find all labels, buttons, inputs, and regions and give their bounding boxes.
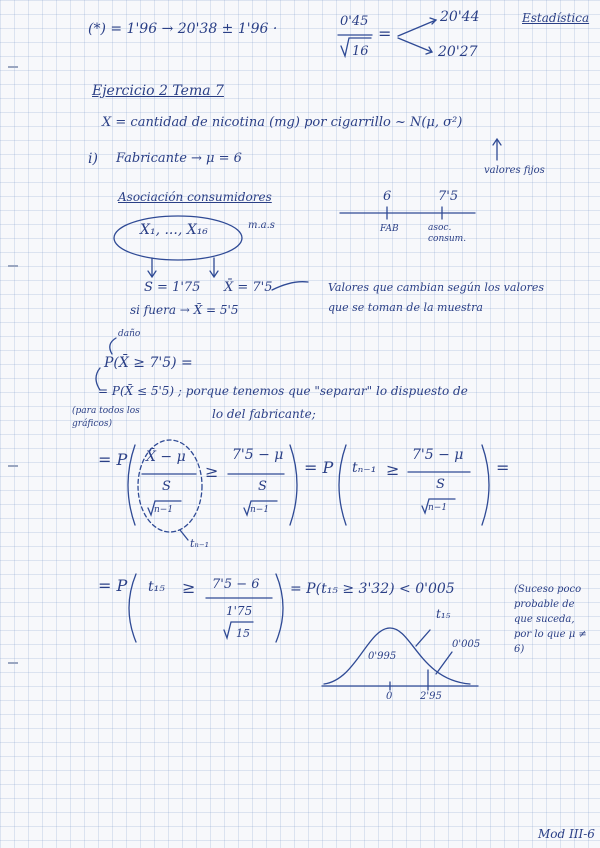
eq1-t: tₙ₋₁ [352, 460, 377, 476]
assoc-if-fabric: si fuera → X̄ = 5'5 [130, 303, 239, 317]
dano-arrow [110, 338, 116, 354]
sketch-axis-zero: 0 [386, 691, 393, 702]
eq1-den1-root: n−1 [154, 505, 174, 515]
eq2-num: 7'5 − 6 [212, 577, 260, 592]
exercise-title: Ejercicio 2 Tema 7 [92, 83, 224, 99]
eq1-den3-root: n−1 [428, 503, 448, 513]
fixed-values-note: valores fijos [484, 165, 545, 176]
maker-mu: Fabricante → μ = 6 [116, 151, 242, 166]
line1-frac-den: 16 [352, 44, 369, 59]
margin-mark [8, 66, 18, 68]
sketch-curve-label: t₁₅ [436, 607, 451, 621]
line1-result-high: 20'44 [440, 9, 480, 25]
line1-prefix: (*) = 1'96 → 20'38 ± 1'96 · [88, 21, 278, 37]
sketch-bell-curve [324, 628, 470, 684]
sketch-center-value: 0'995 [368, 651, 397, 662]
eq1-den1: S [162, 479, 171, 494]
eq1-num1: X̄ − μ [146, 449, 186, 465]
eq1-den3: S [436, 477, 445, 492]
numberline-tick-75: 7'5 [438, 189, 459, 204]
assoc-mas: m.a.s [248, 220, 275, 231]
arrowhead-upper [430, 18, 436, 24]
exercise-definition: X = cantidad de nicotina (mg) por cigarrillo ~ N(μ, σ²) [102, 115, 463, 130]
note-bracket [272, 282, 308, 290]
arrowhead-s [148, 271, 156, 277]
eq2-note: (Suceso poco probable de que suceda, por lo que μ ≠ 6) [514, 584, 587, 655]
eq1-paren-open-2 [339, 445, 346, 525]
assoc-s: S = 1'75 [144, 280, 201, 295]
eq1-paren-open-1 [128, 445, 135, 525]
numberline-fab: FAB [380, 224, 399, 234]
eq1-under-arrow [180, 530, 188, 540]
eq1-geq1: ≥ [205, 462, 219, 481]
eq1-den2-root: n−1 [250, 505, 270, 515]
numberline-tick-6: 6 [383, 189, 392, 204]
margin-mark [8, 465, 18, 467]
eq2-rest: = P(t₁₅ ≥ 3'32) < 0'005 [290, 581, 455, 597]
eq1-p: = P [98, 450, 128, 469]
assoc-note: Valores que cambian según los valores que se toman de la muestra [328, 281, 544, 314]
margin-mark [8, 265, 18, 267]
prob-line2: = P(X̄ ≤ 5'5) ; porque tenemos que "separar" lo dispuesto de [98, 384, 468, 398]
eq2-p: = P [98, 576, 128, 595]
line1-frac-num: 0'45 [340, 14, 369, 29]
stamp-estadistica: Estadística [522, 11, 590, 25]
eq1-paren-close-2 [482, 445, 489, 525]
dano-label: daño [118, 329, 141, 339]
eq1-num3: 7'5 − μ [412, 447, 464, 463]
arrowhead-fixed [493, 139, 501, 145]
part-i-label: i) [88, 151, 98, 167]
sketch-curve-pointer [416, 630, 430, 646]
arrowhead-lower [426, 47, 432, 54]
eq2-den-root: 15 [236, 627, 250, 640]
footer-label: Mod III-6 [538, 827, 595, 841]
arrowhead-xbar [210, 271, 218, 277]
eq2-den: 1'75 [226, 604, 253, 618]
assoc-sample: X₁, ..., X₁₆ [140, 222, 208, 238]
assoc-heading: Asociación consumidores [118, 190, 272, 204]
line1-result-low: 20'27 [438, 44, 478, 60]
arrow-lower [398, 38, 432, 52]
prob-line2b: lo del fabricante; [212, 407, 316, 421]
eq2-paren-close [276, 574, 283, 642]
eq1-end: = [496, 458, 510, 477]
eq2-geq: ≥ [182, 578, 196, 597]
eq2-t: t₁₅ [148, 579, 165, 595]
eq2-paren-open [129, 574, 136, 642]
eq1-paren-close-1 [290, 445, 297, 525]
sketch-tail-value: 0'005 [452, 639, 481, 650]
eq1-mid: = P [304, 458, 334, 477]
margin-mark [8, 662, 18, 664]
sketch-tail-pointer [436, 652, 452, 674]
eq1-den2: S [258, 479, 267, 494]
arrow-upper [398, 20, 436, 36]
prob-side-note: (para todos los gráficos) [72, 406, 140, 429]
prob-line1: P(X̄ ≥ 7'5) = [104, 355, 193, 371]
assoc-xbar: X̄ = 7'5 [224, 280, 273, 295]
eq1-geq2: ≥ [386, 460, 400, 479]
line1-equals: = [378, 24, 392, 43]
eq1-under-t: tₙ₋₁ [190, 537, 210, 550]
numberline-asoc: asoc. consum. [428, 223, 467, 244]
sketch-axis-right: 2'95 [420, 691, 442, 702]
eq1-num2: 7'5 − μ [232, 447, 284, 463]
